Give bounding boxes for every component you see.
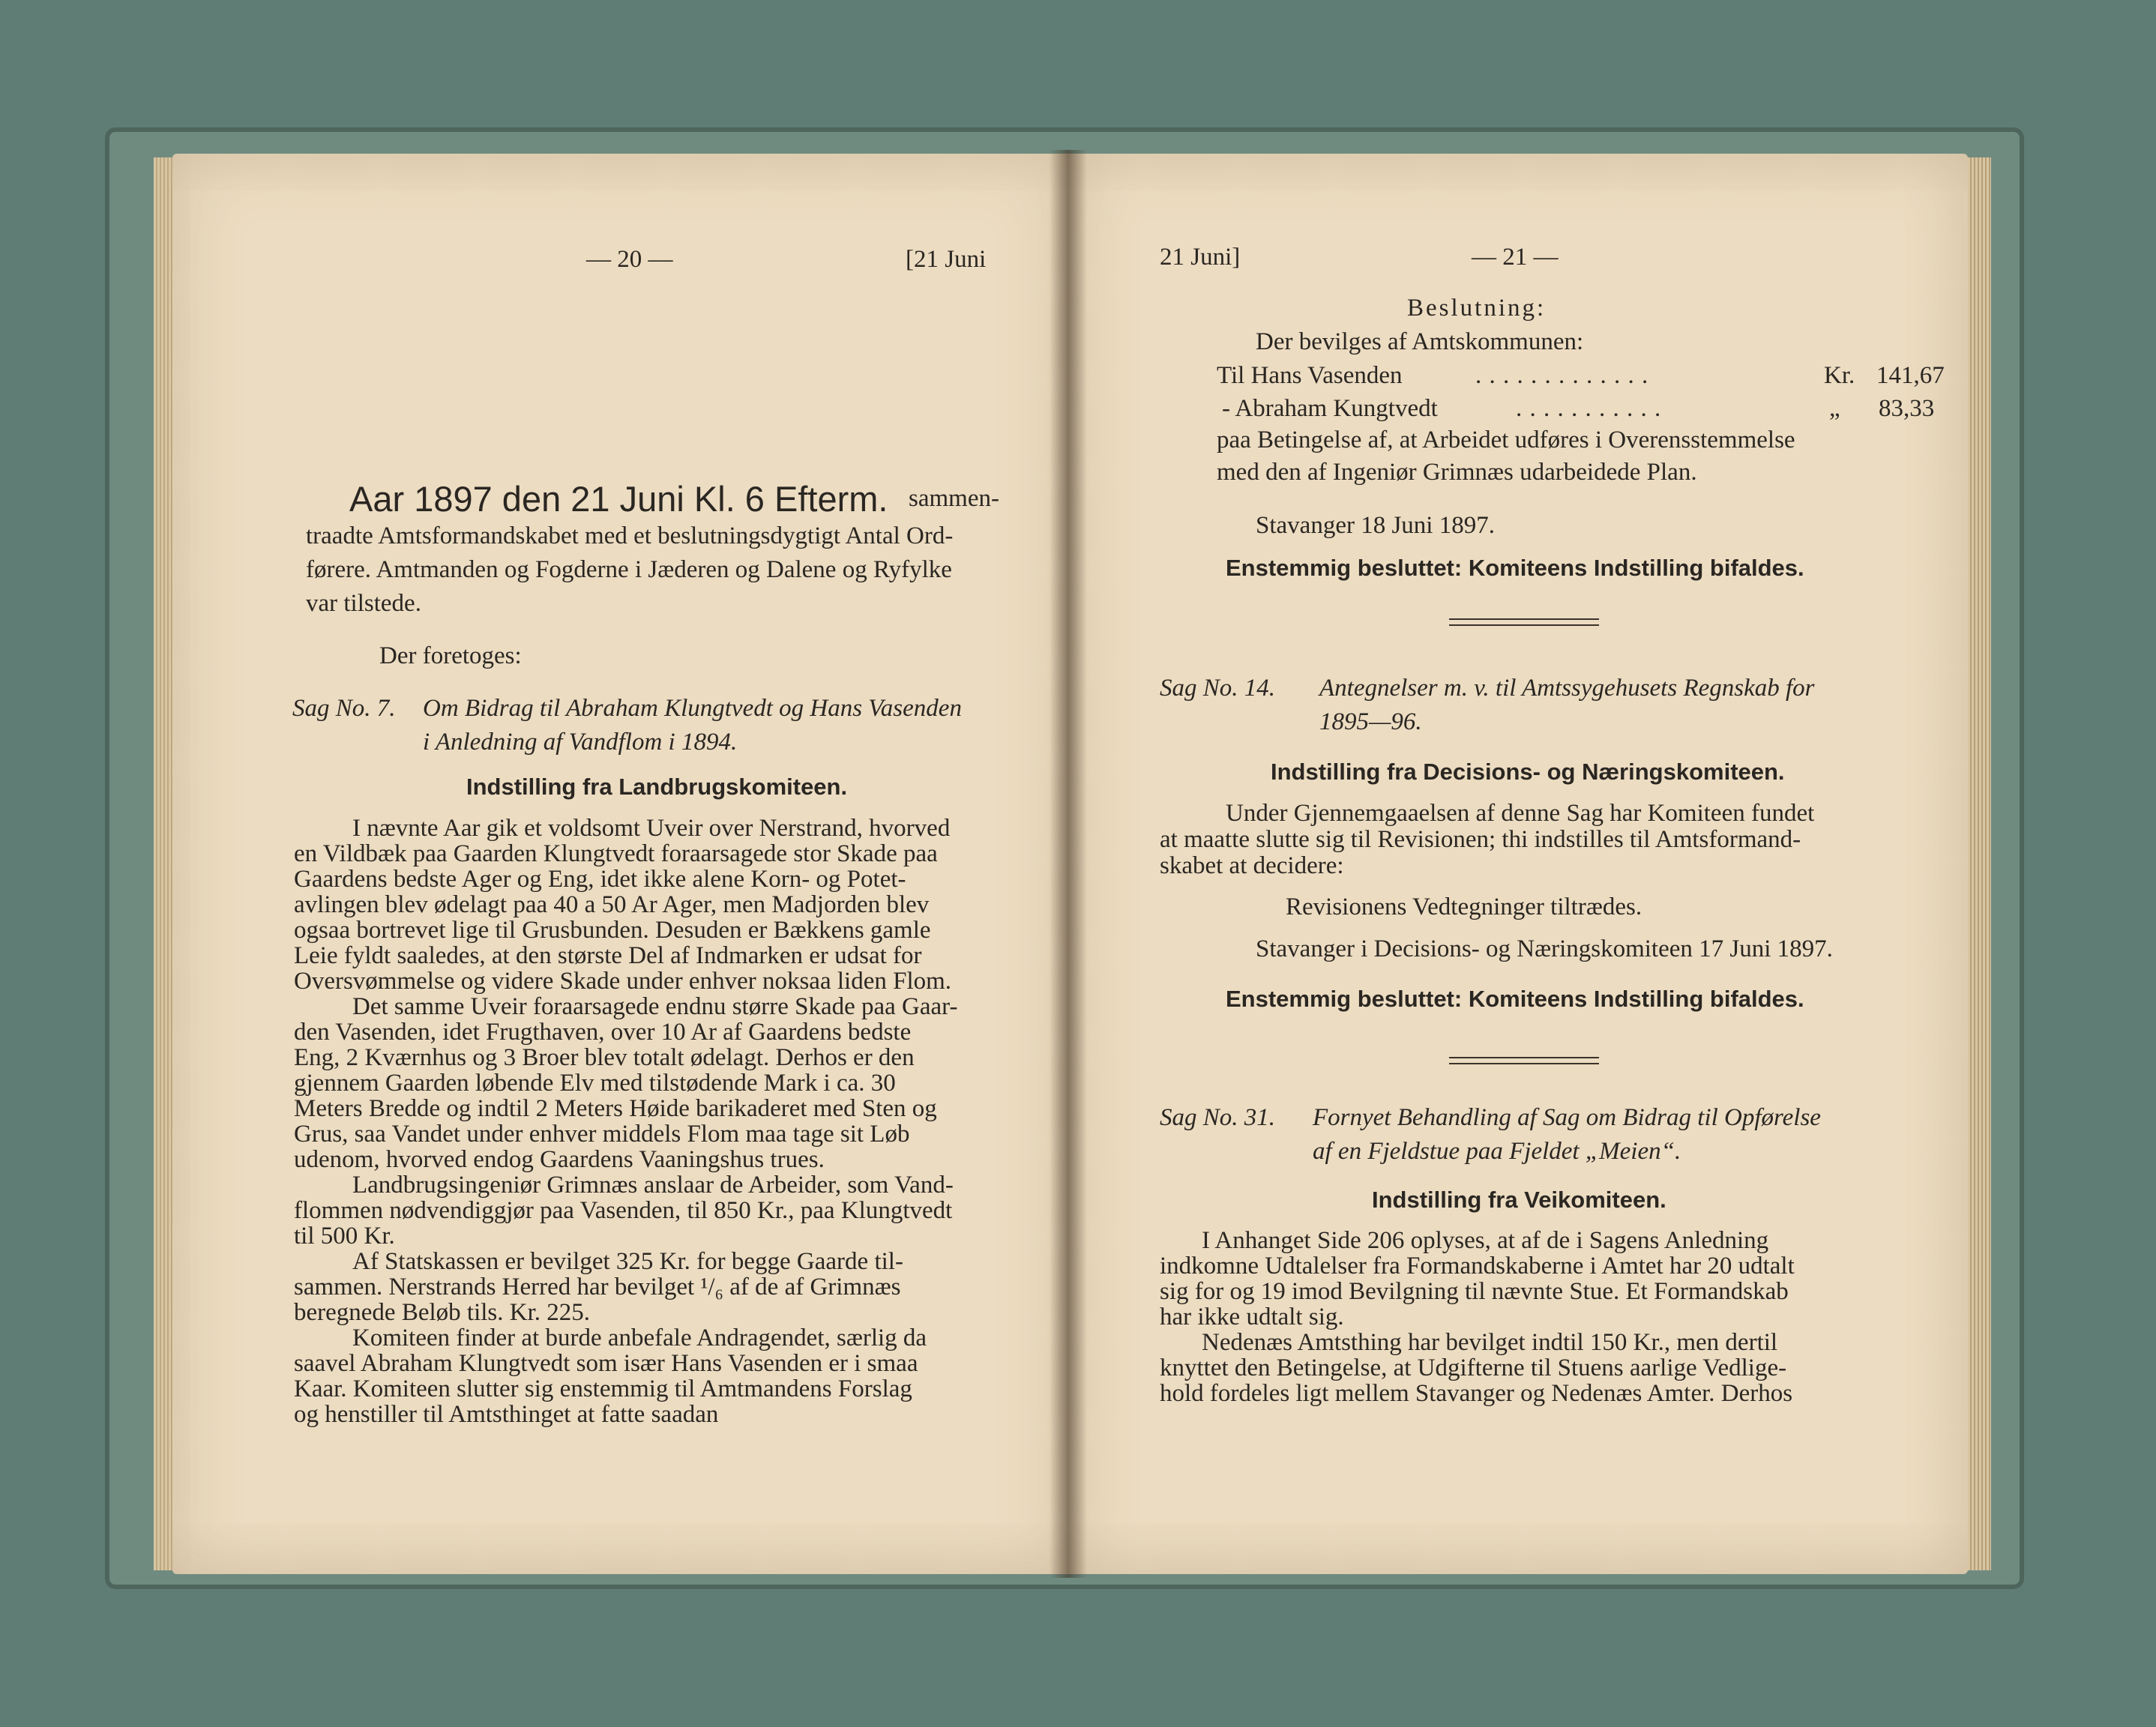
grant-row-vasenden — [1217, 362, 1966, 389]
left-page — [172, 154, 1068, 1574]
grant-name: - Abraham Kungtvedt — [1222, 395, 1438, 422]
sag14-title-2: 1895—96. — [1319, 708, 1422, 735]
intro-line-1: sammen- — [909, 485, 999, 512]
revision-line: Revisionens Vedtegninger tiltrædes. — [1286, 893, 1642, 920]
sag7-title-1: Om Bidrag til Abraham Klungtvedt og Hans Vasenden — [423, 695, 962, 722]
grant-prefix: „ — [1829, 395, 1840, 422]
intro-line-2: traadte Amtsformandskabet med et beslutningsdygtigt Antal Ord- — [306, 522, 954, 549]
left-running-head: [21 Juni — [906, 246, 987, 273]
body2-line: skabet at decidere: — [1160, 852, 1344, 879]
body-line: den Vasenden, idet Frugthaven, over 10 Ar af Gaardens bedste — [294, 1019, 912, 1046]
body-line: og henstiller til Amtsthinget at fatte saadan — [294, 1401, 719, 1428]
grant-leader: . . . . . . . . . . . — [1516, 395, 1662, 422]
decision-2: Enstemmig besluttet: Komiteens Indstilling bifaldes. — [1226, 986, 1804, 1012]
committee-heading-decisions: Indstilling fra Decisions- og Næringskomiteen. — [1271, 759, 1785, 785]
body2-line: at maatte slutte sig til Revisionen; thi indstilles til Amtsformand- — [1160, 826, 1801, 853]
sag7-title-2: i Anledning af Vandflom i 1894. — [423, 729, 738, 756]
body-line: avlingen blev ødelagt paa 40 a 50 Ar Ager, men Madjorden blev — [294, 891, 930, 918]
intro-line-4: var tilstede. — [306, 590, 421, 617]
body-line: I nævnte Aar gik et voldsomt Uveir over Nerstrand, hvorved — [352, 815, 951, 842]
body-line: Komiteen finder at burde anbefale Andragendet, særlig da — [352, 1324, 927, 1351]
section-rule-1 — [1449, 618, 1599, 626]
body3-line: sig for og 19 imod Bevilgning til nævnte Stue. Et Formandskab — [1160, 1278, 1789, 1305]
body-line: Gaardens bedste Ager og Eng, idet ikke alene Korn- og Potet- — [294, 866, 906, 893]
body-line: Leie fyldt saaledes, at den største Del af Indmarken er udsat for — [294, 942, 922, 969]
page-edges-right — [1964, 157, 1991, 1570]
body-line: Meters Bredde og indtil 2 Meters Høide barikaderet med Sten og — [294, 1095, 937, 1122]
grant-prefix: Kr. — [1824, 362, 1855, 389]
grant-leader: . . . . . . . . . . . . . — [1475, 362, 1649, 389]
right-page — [1068, 154, 1968, 1574]
intro-line-3: førere. Amtmanden og Fogderne i Jæderen og Dalene og Ryfylke — [306, 556, 952, 583]
grant-name: Til Hans Vasenden — [1217, 362, 1403, 389]
body-line: en Vildbæk paa Gaarden Klungtvedt foraarsagede stor Skade paa — [294, 840, 938, 867]
body2-line: Under Gjennemgaaelsen af denne Sag har Komiteen fundet — [1226, 800, 1815, 827]
grant-amount: 141,67 — [1876, 362, 1945, 389]
body-line: gjennem Gaarden løbende Elv med tilstødende Mark i ca. 30 — [294, 1070, 896, 1097]
body-line: udenom, hvorved endog Gaardens Vaaningshus trues. — [294, 1146, 825, 1173]
committee-heading-landbrug: Indstilling fra Landbrugskomiteen. — [466, 774, 848, 800]
left-page-number: — 20 — — [586, 246, 673, 273]
grant-amount: 83,33 — [1879, 395, 1935, 422]
body3-line: hold fordeles ligt mellem Stavanger og Nedenæs Amter. Derhos — [1160, 1380, 1793, 1407]
sag31-title-1: Fornyet Behandling af Sag om Bidrag til Opførelse — [1313, 1104, 1821, 1131]
committee-heading-vei: Indstilling fra Veikomiteen. — [1372, 1187, 1666, 1213]
body-line: Kaar. Komiteen slutter sig enstemmig til Amtmandens Forslag — [294, 1375, 912, 1402]
condition-line: paa Betingelse af, at Arbeidet udføres i Overensstemmelse — [1217, 427, 1795, 453]
book-gutter — [1050, 150, 1087, 1578]
sag14-title-1: Antegnelser m. v. til Amtssygehusets Regnskab for — [1319, 675, 1815, 702]
body-line: Grus, saa Vandet under enhver middels Flom maa tage sit Løb — [294, 1121, 910, 1148]
body-line: Det samme Uveir foraarsagede endnu større Skade paa Gaar- — [352, 993, 958, 1020]
condition-line: med den af Ingeniør Grimnæs udarbeidede Plan. — [1217, 459, 1697, 486]
sag14-label: Sag No. 14. — [1160, 675, 1276, 702]
right-page-number: — 21 — — [1472, 244, 1559, 271]
body3-line: Nedenæs Amtsthing har bevilget indtil 150 Kr., men dertil — [1202, 1329, 1778, 1356]
decision-1: Enstemmig besluttet: Komiteens Indstilling bifaldes. — [1226, 555, 1804, 581]
body-line: til 500 Kr. — [294, 1223, 395, 1250]
section-rule-2 — [1449, 1057, 1599, 1064]
meeting-heading: Aar 1897 den 21 Juni Kl. 6 Efterm. — [349, 479, 888, 519]
body3-line: har ikke udtalt sig. — [1160, 1303, 1344, 1330]
body-line: Landbrugsingeniør Grimnæs anslaar de Arbeider, som Vand- — [352, 1172, 954, 1199]
right-running-head: 21 Juni] — [1160, 244, 1241, 271]
body3-line: knyttet den Betingelse, at Udgifterne til Stuens aarlige Vedlige- — [1160, 1354, 1787, 1381]
place-date-1: Stavanger 18 Juni 1897. — [1256, 512, 1495, 539]
body-line: Eng, 2 Kværnhus og 3 Broer blev totalt ødelagt. Derhos er den — [294, 1044, 915, 1071]
agenda-label: Der foretoges: — [379, 642, 522, 669]
body-line: beregnede Beløb tils. Kr. 225. — [294, 1299, 591, 1326]
body-line: flommen nødvendiggjør paa Vasenden, til 850 Kr., paa Klungtvedt — [294, 1197, 953, 1224]
sag31-label: Sag No. 31. — [1160, 1104, 1276, 1131]
body3-line: I Anhanget Side 206 oplyses, at af de i Sagens Anledning — [1202, 1227, 1769, 1254]
sag31-title-2: af en Fjeldstue paa Fjeldet „Meien“. — [1313, 1138, 1681, 1165]
resolution-heading: Beslutning: — [1407, 295, 1547, 322]
grant-row-kungtvedt — [1222, 395, 1972, 422]
body-line: Oversvømmelse og videre Skade under enhver noksaa liden Flom. — [294, 968, 952, 995]
sag7-label: Sag No. 7. — [292, 695, 396, 722]
body-line: Af Statskassen er bevilget 325 Kr. for begge Gaarde til- — [352, 1248, 903, 1275]
body3-line: indkomne Udtalelser fra Formandskaberne i Amtet har 20 udtalt — [1160, 1253, 1795, 1280]
place-date-2: Stavanger i Decisions- og Næringskomiteen 17 Juni 1897. — [1256, 935, 1833, 962]
body-line: ogsaa bortrevet lige til Grusbunden. Desuden er Bækkens gamle — [294, 917, 931, 944]
body-line: sammen. Nerstrands Herred har bevilget ¹/₆ af de af Grimnæs — [294, 1274, 901, 1300]
grant-intro: Der bevilges af Amtskommunen: — [1256, 328, 1584, 355]
body-line: saavel Abraham Klungtvedt som især Hans Vasenden er i smaa — [294, 1350, 918, 1377]
